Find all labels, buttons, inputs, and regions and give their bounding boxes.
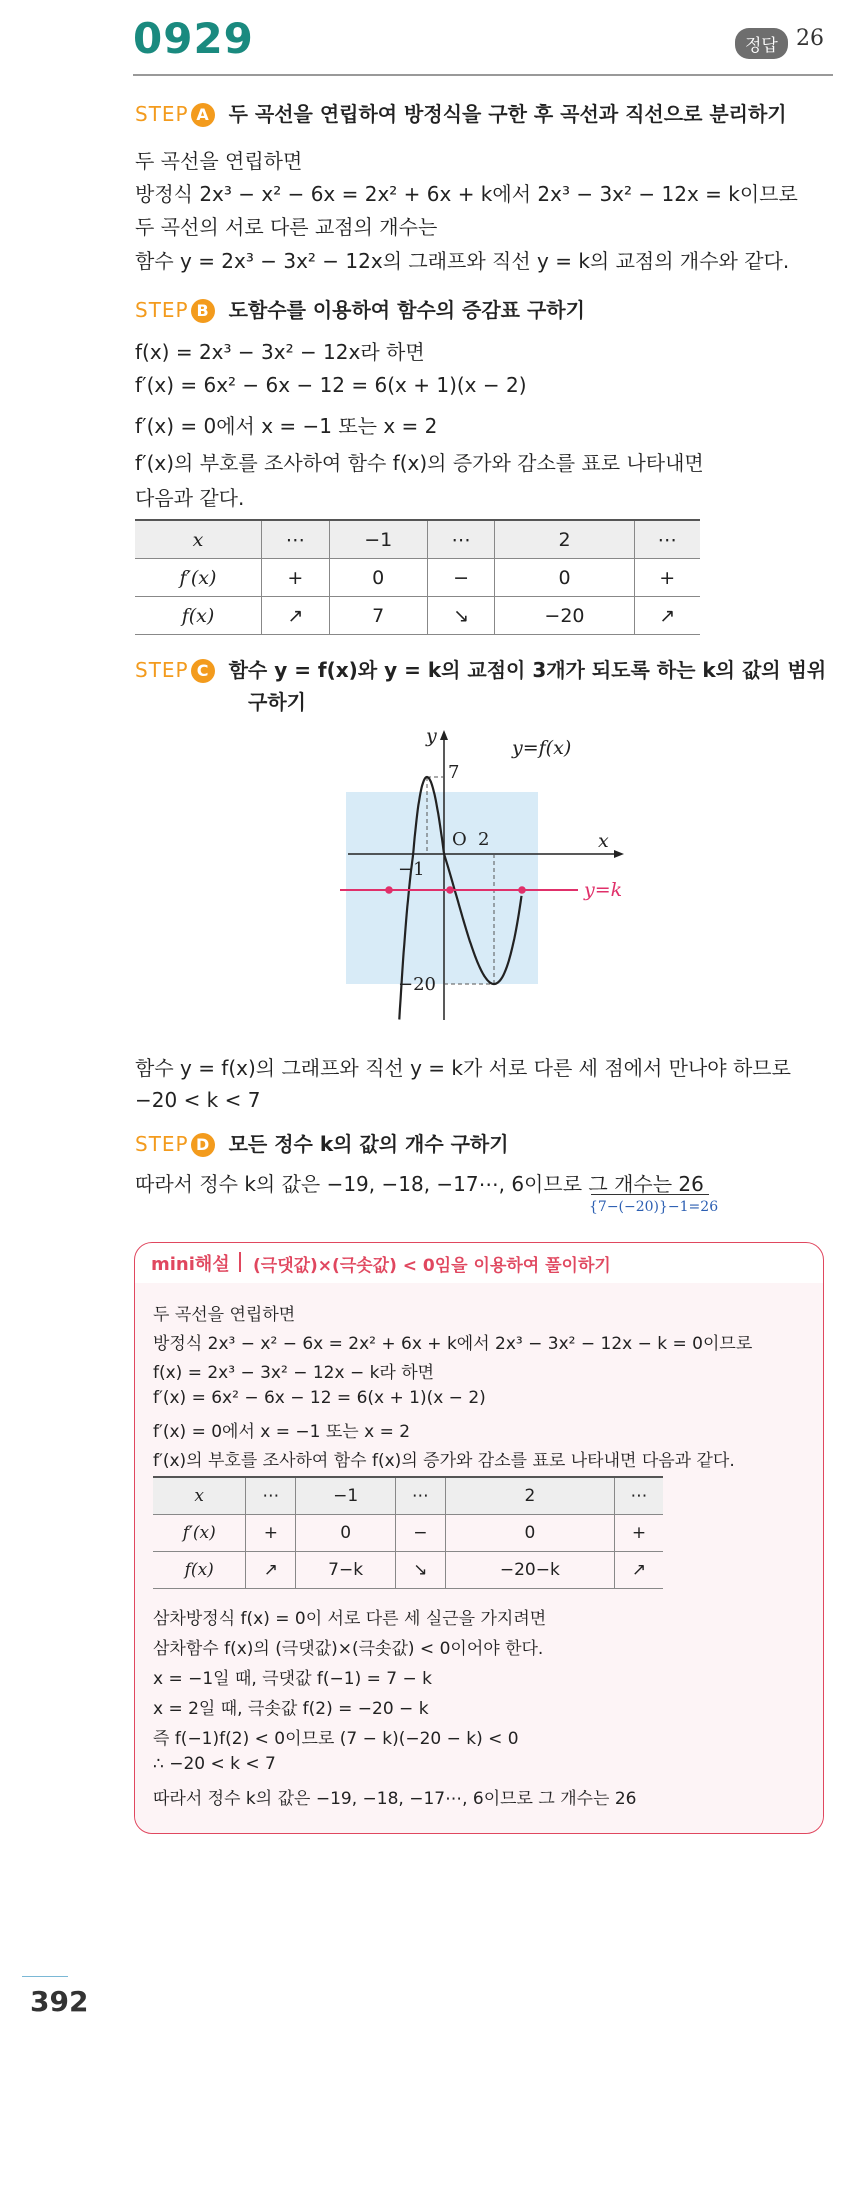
table-cell: x [135,520,261,559]
x-axis-arrow [614,850,624,858]
y-axis-arrow [440,730,448,740]
table-cell: x [153,1477,246,1515]
table-cell: ⋯ [261,520,329,559]
table-header-row [153,1477,663,1515]
y-axis-label: y [426,725,437,747]
increase-decrease-table [135,519,700,635]
step-a-letter: A [191,103,215,127]
table-cell: ↗ [261,597,329,635]
mini-explanation-header [135,1243,823,1284]
page-number-rule [22,1976,68,1977]
step-b-line-4: f′(x)의 부호를 조사하여 함수 f(x)의 증가와 감소를 표로 나타내면 [135,451,704,475]
mini-line-3: f(x) = 2x³ − 3x² − 12x − k라 하면 [153,1363,435,1383]
table-cell: f(x) [135,597,261,635]
table-cell: + [614,1515,663,1552]
mini-line-9: x = −1일 때, 극댓값 f(−1) = 7 − k [153,1669,432,1689]
step-d-answer: 그 개수는 26 [588,1172,704,1196]
header-divider [133,74,833,76]
table-cell: ⋯ [614,1477,663,1515]
step-a-line-2: 방정식 2x³ − x² − 6x = 2x² + 6x + k에서 2x³ − 3x² − 12x = k이므로 [135,182,798,206]
table-cell: − [395,1515,445,1552]
table-cell: −20−k [445,1552,614,1589]
table-cell: 0 [445,1515,614,1552]
mini-line-1: 두 곡선을 연립하면 [153,1305,296,1325]
table-cell: 0 [296,1515,396,1552]
table-row [153,1515,663,1552]
mini-title-separator [239,1252,241,1272]
table-cell: 2 [445,1477,614,1515]
table-cell: f(x) [153,1552,246,1589]
table-cell: 0 [495,559,634,597]
step-b-line-3: f′(x) = 0에서 x = −1 또는 x = 2 [135,414,438,438]
table-cell: ⋯ [634,520,700,559]
table-cell: ↗ [614,1552,663,1589]
cubic-graph [340,720,660,1030]
table-cell: ↘ [395,1552,445,1589]
shaded-region [346,792,538,984]
table-cell: − [427,559,495,597]
table-cell: ⋯ [427,520,495,559]
step-c-line-1: 함수 y = f(x)의 그래프와 직선 y = k가 서로 다른 세 점에서 만나야 하므로 [135,1056,791,1080]
step-d-line [135,1168,704,1197]
tick-label-2: 2 [478,829,490,850]
step-b-word: STEP [135,298,189,322]
table-row [135,597,700,635]
table-header-row [135,520,700,559]
table-cell: 2 [495,520,634,559]
table-cell: + [634,559,700,597]
step-c-title-line2: 구하기 [248,690,306,714]
answer-note: {7−(−20)}−1=26 [589,1199,719,1215]
mini-line-13: 따라서 정수 k의 값은 −19, −18, −17⋯, 6이므로 그 개수는 26 [153,1789,637,1809]
step-d-word: STEP [135,1132,189,1156]
step-a-line-4: 함수 y = 2x³ − 3x² − 12x의 그래프와 직선 y = k의 교점의 개수와 같다. [135,249,790,273]
mini-line-8: 삼차함수 f(x)의 (극댓값)×(극솟값) < 0이어야 한다. [153,1639,544,1659]
origin-label: O [452,829,467,850]
step-c-title-line1: 함수 y = f(x)와 y = k의 교점이 3개가 되도록 하는 k의 값의 범위 [228,658,827,682]
table-cell: ↘ [427,597,495,635]
step-d-heading [135,1128,509,1157]
table-row [153,1552,663,1589]
mini-increase-decrease-table [153,1476,663,1589]
table-cell: ↗ [634,597,700,635]
mini-line-4: f′(x) = 6x² − 6x − 12 = 6(x + 1)(x − 2) [153,1388,486,1408]
answer-badge: 정답 [735,28,788,59]
step-b-line-2: f′(x) = 6x² − 6x − 12 = 6(x + 1)(x − 2) [135,373,527,397]
step-a-word: STEP [135,102,189,126]
mini-line-12: ∴ −20 < k < 7 [153,1754,276,1774]
page-number: 392 [30,1985,89,2018]
tick-label-neg1: −1 [398,859,425,880]
mini-explanation-title: mini해설 [151,1254,230,1275]
step-a-line-3: 두 곡선의 서로 다른 교점의 개수는 [135,215,438,239]
tick-label-7: 7 [448,762,460,783]
table-cell: + [246,1515,296,1552]
mini-line-5: f′(x) = 0에서 x = −1 또는 x = 2 [153,1422,411,1442]
mini-line-7: 삼차방정식 f(x) = 0이 서로 다른 세 실근을 가지려면 [153,1609,547,1629]
step-c-heading [135,654,826,683]
step-d-line-text: 따라서 정수 k의 값은 −19, −18, −17⋯, 6이므로 [135,1172,589,1196]
step-c-line-2: −20 < k < 7 [135,1088,261,1112]
table-cell: 7−k [296,1552,396,1589]
x-axis-label: x [598,830,609,852]
answer-underline [591,1194,709,1195]
table-cell: ⋯ [395,1477,445,1515]
step-b-heading [135,294,585,323]
step-b-letter: B [191,299,215,323]
tick-label-neg20: −20 [398,974,436,995]
mini-line-2: 방정식 2x³ − x² − 6x = 2x² + 6x + k에서 2x³ − 3x² − 12x − k = 0이므로 [153,1334,753,1354]
problem-number: 0929 [133,14,254,63]
table-cell: 0 [329,559,427,597]
table-cell: ↗ [246,1552,296,1589]
line-label: y=k [584,879,623,901]
step-b-line-1: f(x) = 2x³ − 3x² − 12x라 하면 [135,340,425,364]
table-row [135,559,700,597]
mini-line-11: 즉 f(−1)f(2) < 0이므로 (7 − k)(−20 − k) < 0 [153,1729,519,1749]
mini-line-6: f′(x)의 부호를 조사하여 함수 f(x)의 증가와 감소를 표로 나타내면 다음과 같다. [153,1451,735,1471]
step-c-word: STEP [135,658,189,682]
step-a-heading [135,98,787,127]
page-header [0,0,842,80]
intersection-point [385,886,393,894]
table-cell: ⋯ [246,1477,296,1515]
step-b-title: 도함수를 이용하여 함수의 증감표 구하기 [228,298,585,322]
step-d-letter: D [191,1133,215,1157]
table-cell: −1 [296,1477,396,1515]
table-cell: −1 [329,520,427,559]
step-b-line-5: 다음과 같다. [135,486,245,510]
answer-value: 26 [796,26,824,51]
step-d-title: 모든 정수 k의 값의 개수 구하기 [228,1132,509,1156]
intersection-point [518,886,526,894]
step-a-title: 두 곡선을 연립하여 방정식을 구한 후 곡선과 직선으로 분리하기 [228,102,787,126]
table-cell: 7 [329,597,427,635]
table-cell: −20 [495,597,634,635]
mini-explanation-subtitle: (극댓값)×(극솟값) < 0임을 이용하여 풀이하기 [253,1256,611,1276]
step-c-letter: C [191,659,215,683]
mini-line-10: x = 2일 때, 극솟값 f(2) = −20 − k [153,1699,429,1719]
table-cell: + [261,559,329,597]
table-cell: f′(x) [153,1515,246,1552]
curve-label: y=f(x) [512,737,572,759]
step-a-line-1: 두 곡선을 연립하면 [135,149,303,173]
table-cell: f′(x) [135,559,261,597]
intersection-point [446,886,454,894]
